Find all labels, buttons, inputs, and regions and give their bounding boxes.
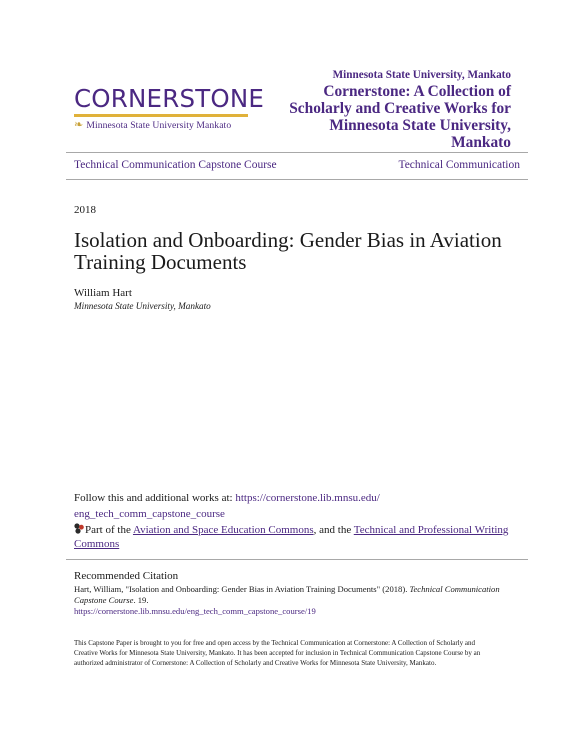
citation-heading: Recommended Citation [74, 570, 179, 582]
partof-prefix: Part of the [85, 524, 133, 536]
repository-header [271, 68, 511, 151]
writing-commons-link[interactable]: Technical and Professional Writing Commons [74, 524, 509, 550]
follow-url-line2[interactable]: eng_tech_comm_capstone_course [74, 508, 225, 520]
header-divider-top [66, 152, 528, 153]
repository-title[interactable]: Cornerstone: A Collection of Scholarly and Creative Works for Minnesota State University, Mankato [289, 83, 511, 151]
logo-wordmark: CORNERSTONE [74, 84, 265, 113]
author-name: William Hart [74, 287, 132, 299]
follow-url-line1[interactable]: https://cornerstone.lib.mnsu.edu/ [235, 492, 380, 504]
part-of-statement [74, 523, 524, 551]
author-affiliation: Minnesota State University, Mankato [74, 301, 211, 311]
department-link[interactable]: Technical Communication [398, 159, 520, 171]
msu-emblem-icon: ❧ [74, 119, 84, 131]
citation-url[interactable]: https://cornerstone.lib.mnsu.edu/eng_tech_comm_capstone_course/19 [74, 606, 316, 616]
citation-body [74, 584, 514, 617]
logo-gold-rule [74, 114, 248, 117]
citation-number: . 19. [133, 595, 149, 605]
collection-nav [74, 159, 520, 171]
access-disclaimer: This Capstone Paper is brought to you for free and open access by the Technical Communication at Cornerstone: A Collection of Scholarly and Creative Works for Minnesota State University, Mankato. It has been accepted for inclusion in Technical Communication Capstone Course by an authorized administrator of Cornerstone: A Collection of Scholarly and Creative Works for Minnesota State University, Mankato. [74, 639, 481, 667]
follow-prefix: Follow this and additional works at: [74, 492, 236, 504]
citation-journal: Technical Communication Capstone Course [74, 584, 500, 605]
aviation-commons-link[interactable]: Aviation and Space Education Commons [132, 524, 314, 536]
follow-statement [74, 490, 514, 522]
partof-middle: , and the [313, 524, 354, 536]
publication-year: 2018 [74, 204, 96, 216]
header-divider-bottom [66, 179, 528, 180]
citation-divider [66, 559, 528, 560]
logo-subline-text: Minnesota State University Mankato [86, 120, 232, 131]
university-name[interactable]: Minnesota State University, Mankato [332, 69, 511, 81]
network-icon [74, 523, 84, 534]
citation-text: Hart, William, "Isolation and Onboarding: Gender Bias in Aviation Training Documents" (2018). [74, 584, 410, 594]
cornerstone-logo[interactable] [74, 84, 265, 131]
collection-link[interactable]: Technical Communication Capstone Course [74, 159, 277, 171]
logo-subline [74, 120, 256, 131]
document-title: Isolation and Onboarding: Gender Bias in Aviation Training Documents [74, 228, 502, 274]
